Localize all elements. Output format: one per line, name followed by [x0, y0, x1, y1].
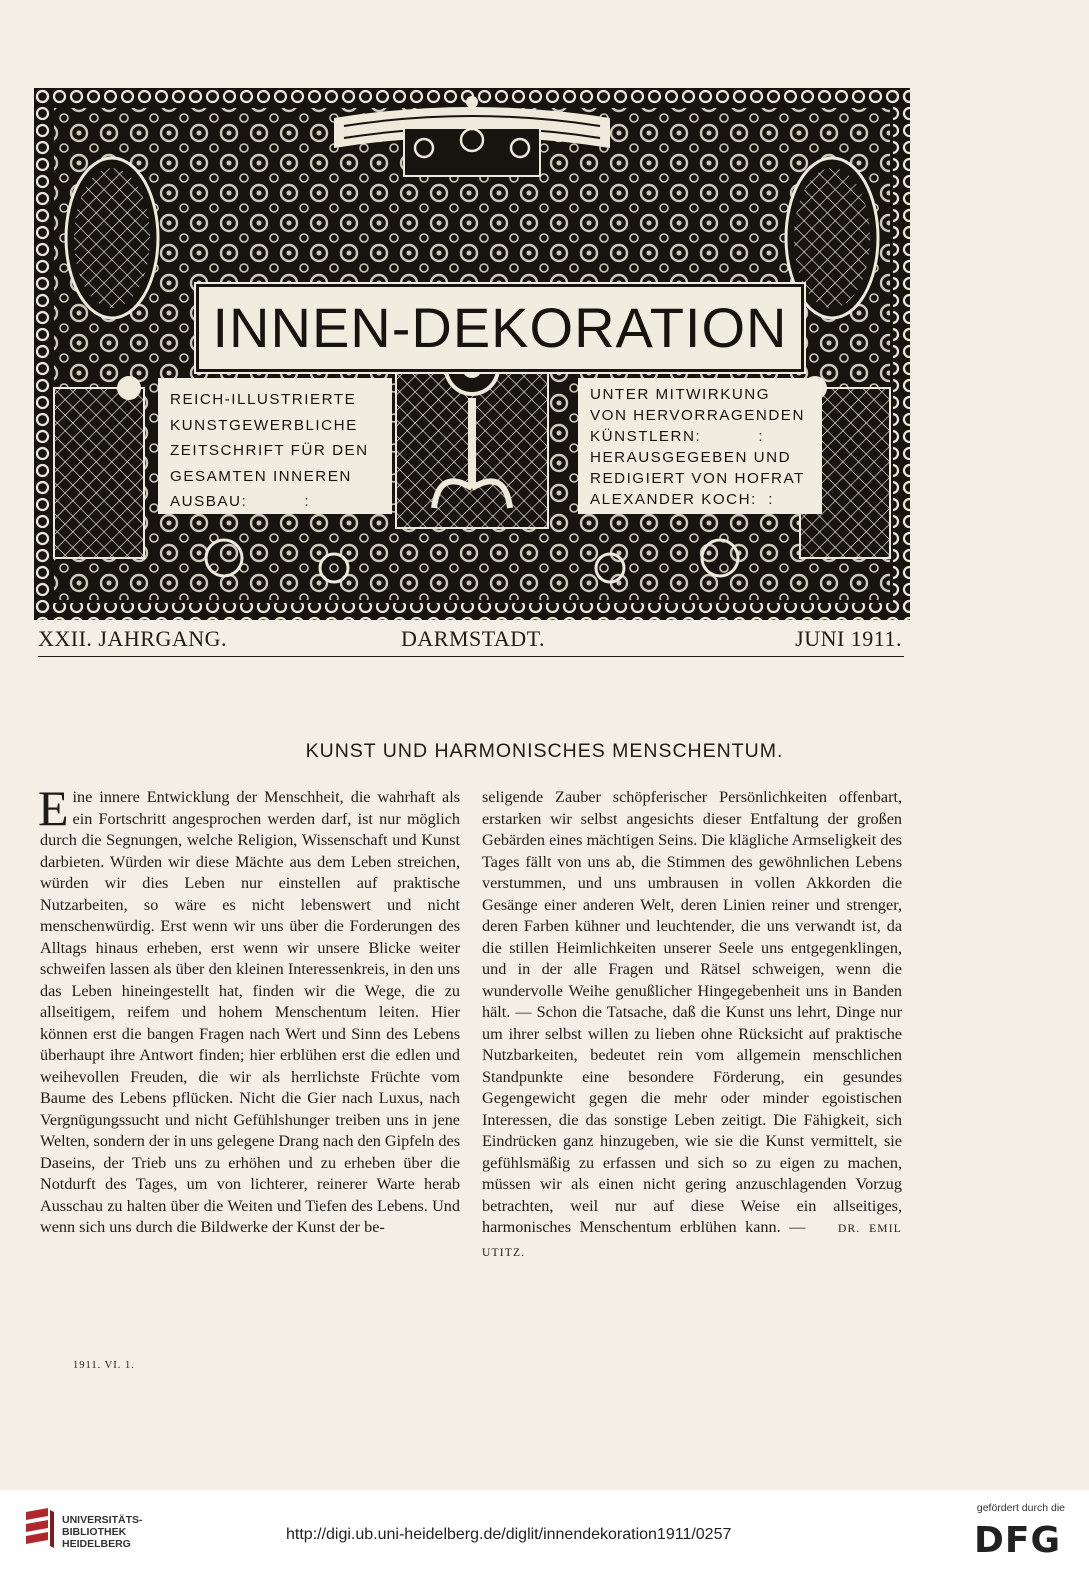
- library-line: HEIDELBERG: [62, 1538, 131, 1550]
- right-box-line: HERAUSGEGEBEN UND: [590, 449, 792, 466]
- digitization-footer: [0, 1490, 1089, 1590]
- page-code: 1911. VI. 1.: [73, 1360, 135, 1371]
- university-library-logo-icon: [22, 1506, 56, 1552]
- left-box-line: AUSBAU: :: [170, 493, 311, 510]
- right-box-line: REDIGIERT VON HOFRAT: [590, 470, 805, 487]
- right-column-text: seligende Zauber schöpferischer Persönlichkeiten offenbart, erstarken wir selbst angesichts dieser Entfaltung der großen Gebärden eines mächtigen Seins. Die klägliche Armseligkeit des Tages fällt von uns ab, die Stimmen des gewöhnlichen Lebens verstummen, und uns umbrausen in vollen Akkorden die Gesänge einer anderen Welt, deren Linien reiner und strenger, deren Farben kühner und leuchtender, die uns verwandt ist, da die stillen Heimlichkeiten unserer Seele uns entgegenklingen, und in der alle Fragen und Rätsel schweigen, wenn die wundervolle Weihe genußlicher Hingegebenheit uns in Banden hält. — Schon die Tatsache, daß die Kunst uns lehrt, Dinge nur um ihrer selbst willen zu lieben ohne Rücksicht auf praktische Nutzbarkeiten, bedeutet rein vom allgemein menschlichen Standpunkte eine besondere Förderung, ein gesundes Gegengewicht gegen die mehr oder minder egoistischen Interessen, die das sonstige Leben zeitigt. Die Fähigkeit, sich Eindrücken ganz hinzugeben, wie sie die Kunst vermittelt, sie gefühlsmäßig zu erfassen und sich so zu eigen zu machen, müssen wir als einen nicht gering anzuschlagenden Vorzug betrachten, weil nur auf diese Weise ein allseitiges, harmonisches Menschentum erblühen kann. —: [482, 788, 902, 1236]
- left-box-line: REICH-ILLUSTRIERTE: [170, 391, 357, 408]
- author-signature: DR. EMIL UTITZ.: [482, 1223, 902, 1259]
- magazine-title-banner: [196, 284, 804, 372]
- article-column-right: [482, 787, 902, 1264]
- dfg-logo: DFG: [973, 1520, 1061, 1561]
- university-library-name: [62, 1514, 143, 1550]
- funding-label: gefördert durch die: [976, 1502, 1065, 1514]
- left-box-line: ZEITSCHRIFT FÜR DEN: [170, 442, 369, 459]
- right-box-line: KÜNSTLERN: :: [590, 428, 765, 445]
- left-box-line: GESAMTEN INNEREN: [170, 467, 352, 485]
- right-box-line: VON HERVORRAGENDEN: [590, 407, 805, 424]
- source-url-link[interactable]: http://digi.ub.uni-heidelberg.de/diglit/innendekoration1911/0257: [286, 1526, 732, 1543]
- left-box-line: KUNSTGEWERBLICHE: [170, 416, 358, 434]
- masthead-right-box: [578, 378, 822, 514]
- masthead-left-box: [158, 378, 392, 514]
- article-column-left: [38, 780, 460, 1239]
- date-label: JUNI 1911.: [795, 626, 902, 651]
- right-box-line: UNTER MITWIRKUNG: [590, 386, 771, 403]
- right-box-line: ALEXANDER KOCH: :: [590, 491, 774, 508]
- city-label: DARMSTADT.: [401, 626, 546, 651]
- article-title: KUNST UND HARMONISCHES MENSCHENTUM.: [305, 740, 784, 762]
- issue-line: [38, 624, 904, 657]
- left-column-text: ine innere Entwicklung der Menschheit, die wahrhaft als ein Fortschritt angesprochen werden darf, ist nur möglich durch die Segnungen, welche Religion, Wissenschaft und Kunst darbieten. Würden wir diese Mächte aus dem Leben streichen, würden wir dies Leben nur einstellen auf praktische Nutzarbeiten, so wäre es nicht lebenswert und nicht menschenwürdig. Erst wenn wir uns über die Forderungen des Alltags hinaus erheben, erst wenn wir unsere Blicke weiter schweifen lassen als über den kleinen Interessenkreis, in den uns das Leben hineingestellt hat, finden wir die Wege, die zu allseitigem, reifem und hohem Menschentum leiten. Hier können erst die bangen Fragen nach Wert und Sinn des Lebens überhaupt ihre Antwort finden; hier erblühen erst die edlen und weihevollen Freuden, die wir als herrlichste Früchte vom Baume des Lebens pflücken. Nicht die Gier nach Luxus, nach Vergnügungssucht und nicht Gefühlshunger treiben uns in jene Welten, sondern der in uns gelegene Drang nach den Gipfeln des Daseins, der Trieb uns zu erhöhen und zu erheben über die Notdurft des Tages, um von lichterer, reinerer Warte herab Ausschau zu halten über die Weiten und Tiefen des Lebens. Und wenn sich uns durch die Bildwerke der Kunst der be-: [40, 788, 460, 1236]
- volume-label: XXII. JAHRGANG.: [38, 626, 227, 651]
- magazine-title: INNEN-DEKORATION: [212, 296, 788, 359]
- drop-cap: E: [38, 780, 69, 836]
- masthead-ornament: [34, 88, 910, 620]
- library-line: UNIVERSITÄTS-: [62, 1514, 143, 1526]
- library-line: BIBLIOTHEK: [62, 1526, 127, 1538]
